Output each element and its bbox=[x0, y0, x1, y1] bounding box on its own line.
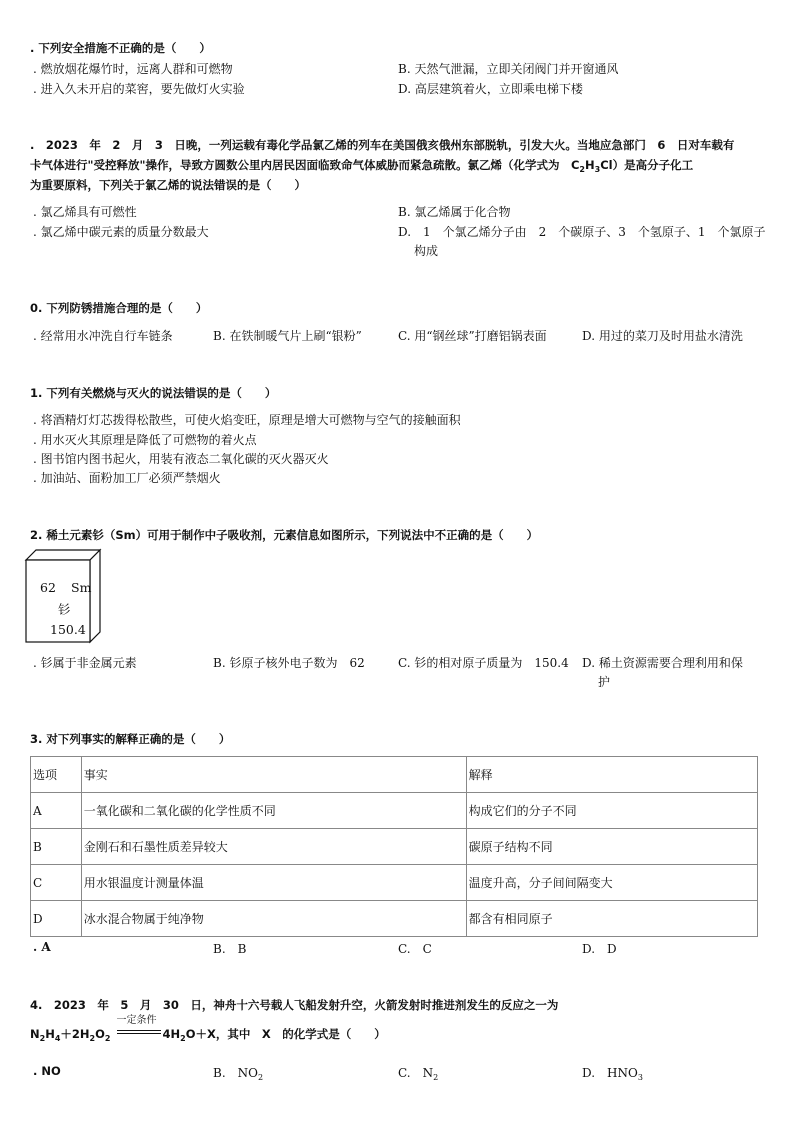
q13-option-d[interactable]: D. D bbox=[582, 942, 617, 956]
q8-option-c[interactable]: . 氯乙烯中碳元素的质量分数最大 bbox=[33, 225, 209, 239]
q13-option-c[interactable]: C. C bbox=[398, 942, 432, 956]
question-13-stem: 3. 对下列事实的解释正确的是（ ） bbox=[30, 732, 231, 746]
q7-option-b[interactable]: B. 天然气泄漏，立即关闭阀门并开窗通风 bbox=[398, 62, 619, 76]
element-name: 钐 bbox=[58, 602, 71, 617]
eq-sub: 2 bbox=[39, 1034, 46, 1043]
formula-sub: 3 bbox=[594, 165, 601, 174]
eq-part: ＋2H bbox=[60, 1027, 90, 1041]
eq-part: N bbox=[30, 1027, 40, 1041]
option-text: B. NO bbox=[213, 1066, 258, 1080]
q8-option-d-cont: 构成 bbox=[414, 244, 439, 258]
q11-option-d[interactable]: . 加油站、面粉加工厂必须严禁烟火 bbox=[33, 471, 221, 485]
table-cell: 温度升高，分子间间隔变大 bbox=[466, 865, 757, 901]
option-sub: 2 bbox=[257, 1073, 264, 1082]
q14-option-c[interactable] bbox=[398, 1064, 438, 1082]
question-14-stem: 4. 2023 年 5 月 30 日，神舟十六号载人飞船发射升空，火箭发射时推进剂发生的反应之一为 bbox=[30, 998, 559, 1012]
question-11-stem: 1. 下列有关燃烧与灭火的说法错误的是（ ） bbox=[30, 386, 277, 400]
formula-sub: 2 bbox=[579, 165, 585, 174]
reaction-equation bbox=[30, 1015, 386, 1043]
table-row bbox=[31, 793, 758, 829]
eq-part: O＋X，其中 X 的化学式是（ ） bbox=[185, 1027, 386, 1041]
table-header-cell: 选项 bbox=[31, 757, 82, 793]
table-row bbox=[31, 829, 758, 865]
q13-option-a[interactable]: . A bbox=[33, 940, 51, 954]
q13-option-b[interactable]: B. B bbox=[213, 942, 247, 956]
element-mass: 150.4 bbox=[50, 622, 86, 637]
option-sub: 3 bbox=[637, 1073, 643, 1082]
element-atomic-number: 62 bbox=[40, 580, 56, 595]
q12-option-a[interactable]: . 钐属于非金属元素 bbox=[33, 656, 137, 670]
q14-option-d[interactable] bbox=[582, 1064, 643, 1082]
table-cell: 用水银温度计测量体温 bbox=[81, 865, 466, 901]
table-cell: 金刚石和石墨性质差异较大 bbox=[81, 829, 466, 865]
q7-option-a[interactable]: . 燃放烟花爆竹时，远离人群和可燃物 bbox=[33, 62, 233, 76]
table-cell: C bbox=[31, 865, 82, 901]
option-text: C. N bbox=[398, 1066, 434, 1080]
table-row bbox=[31, 865, 758, 901]
facts-table bbox=[30, 756, 758, 937]
formula-h: H bbox=[585, 158, 595, 172]
table-cell: A bbox=[31, 793, 82, 829]
eq-part: O bbox=[95, 1027, 105, 1041]
q14-option-a[interactable]: . NO bbox=[33, 1064, 61, 1078]
reaction-condition: 一定条件 bbox=[116, 1015, 157, 1026]
question-8-line-3: 为重要原料，下列关于氯乙烯的说法错误的是（ ） bbox=[30, 178, 306, 192]
q10-option-a[interactable]: . 经常用水冲洗自行车链条 bbox=[33, 329, 173, 343]
q12-option-d-cont: 护 bbox=[598, 675, 611, 689]
table-header-cell: 事实 bbox=[81, 757, 466, 793]
q12-option-c[interactable]: C. 钐的相对原子质量为 150.4 bbox=[398, 656, 569, 670]
eq-sub: 2 bbox=[180, 1034, 186, 1043]
reaction-arrow bbox=[116, 1015, 161, 1038]
question-10-stem: 0. 下列防锈措施合理的是（ ） bbox=[30, 301, 208, 315]
q11-option-b[interactable]: . 用水灭火其原理是降低了可燃物的着火点 bbox=[33, 433, 257, 447]
q11-option-a[interactable]: . 将酒精灯灯芯拨得松散些，可使火焰变旺，原理是增大可燃物与空气的接触面积 bbox=[33, 413, 461, 427]
q10-option-c[interactable]: C. 用“钢丝球”打磨铝锅表面 bbox=[398, 329, 547, 343]
eq-sub: 2 bbox=[89, 1034, 96, 1043]
option-text: D. HNO bbox=[582, 1066, 638, 1080]
q12-option-d[interactable]: D. 稀土资源需要合理利用和保 bbox=[582, 656, 743, 670]
table-cell: D bbox=[31, 901, 82, 937]
eq-part: 4H bbox=[162, 1027, 181, 1041]
q10-option-d[interactable]: D. 用过的菜刀及时用盐水清洗 bbox=[582, 329, 743, 343]
formula-cl: Cl）是高分子化工 bbox=[600, 158, 694, 172]
table-cell: 都含有相同原子 bbox=[466, 901, 757, 937]
eq-part: H bbox=[45, 1027, 55, 1041]
q12-option-b[interactable]: B. 钐原子核外电子数为 62 bbox=[213, 656, 365, 670]
q7-option-d[interactable]: D. 高层建筑着火，立即乘电梯下楼 bbox=[398, 82, 583, 96]
question-8-line-2 bbox=[30, 157, 693, 174]
eq-sub: 2 bbox=[104, 1034, 111, 1043]
table-cell: B bbox=[31, 829, 82, 865]
option-sub: 2 bbox=[433, 1073, 439, 1082]
q8-option-b[interactable]: B. 氯乙烯属于化合物 bbox=[398, 205, 511, 219]
table-header-row bbox=[31, 757, 758, 793]
question-7-stem: . 下列安全措施不正确的是（ ） bbox=[30, 41, 211, 55]
q14-option-b[interactable] bbox=[213, 1064, 263, 1082]
table-cell: 碳原子结构不同 bbox=[466, 829, 757, 865]
table-cell: 构成它们的分子不同 bbox=[466, 793, 757, 829]
table-row bbox=[31, 901, 758, 937]
q8-option-a[interactable]: . 氯乙烯具有可燃性 bbox=[33, 205, 137, 219]
eq-sub: 4 bbox=[54, 1034, 61, 1043]
question-12-stem: 2. 稀土元素钐（Sm）可用于制作中子吸收剂，元素信息如图所示，下列说法中不正确的是（ ） bbox=[30, 528, 539, 542]
question-8-line-1: . 2023 年 2 月 3 日晚，一列运载有毒化学品氯乙烯的列车在美国俄亥俄州东部脱轨，引发大火。当地应急部门 6 日对车载有 bbox=[30, 138, 735, 152]
table-cell: 一氧化碳和二氧化碳的化学性质不同 bbox=[81, 793, 466, 829]
q10-option-b[interactable]: B. 在铁制暖气片上刷“银粉” bbox=[213, 329, 362, 343]
q7-option-c[interactable]: . 进入久未开启的菜窖，要先做灯火实验 bbox=[33, 82, 245, 96]
q11-option-c[interactable]: . 图书馆内图书起火，用装有液态二氧化碳的灭火器灭火 bbox=[33, 452, 329, 466]
table-header-cell: 解释 bbox=[466, 757, 757, 793]
q8-option-d[interactable]: D. 1 个氯乙烯分子由 2 个碳原子、3 个氢原子、1 个氯原子 bbox=[398, 225, 766, 239]
element-symbol: Sm bbox=[71, 580, 92, 595]
table-cell: 冰水混合物属于纯净物 bbox=[81, 901, 466, 937]
question-8-line-2-text: 卡气体进行"受控释放"操作，导致方圆数公里内居民因面临致命气体威胁而紧急疏散。氯乙烯（化学式为 C bbox=[30, 158, 580, 172]
